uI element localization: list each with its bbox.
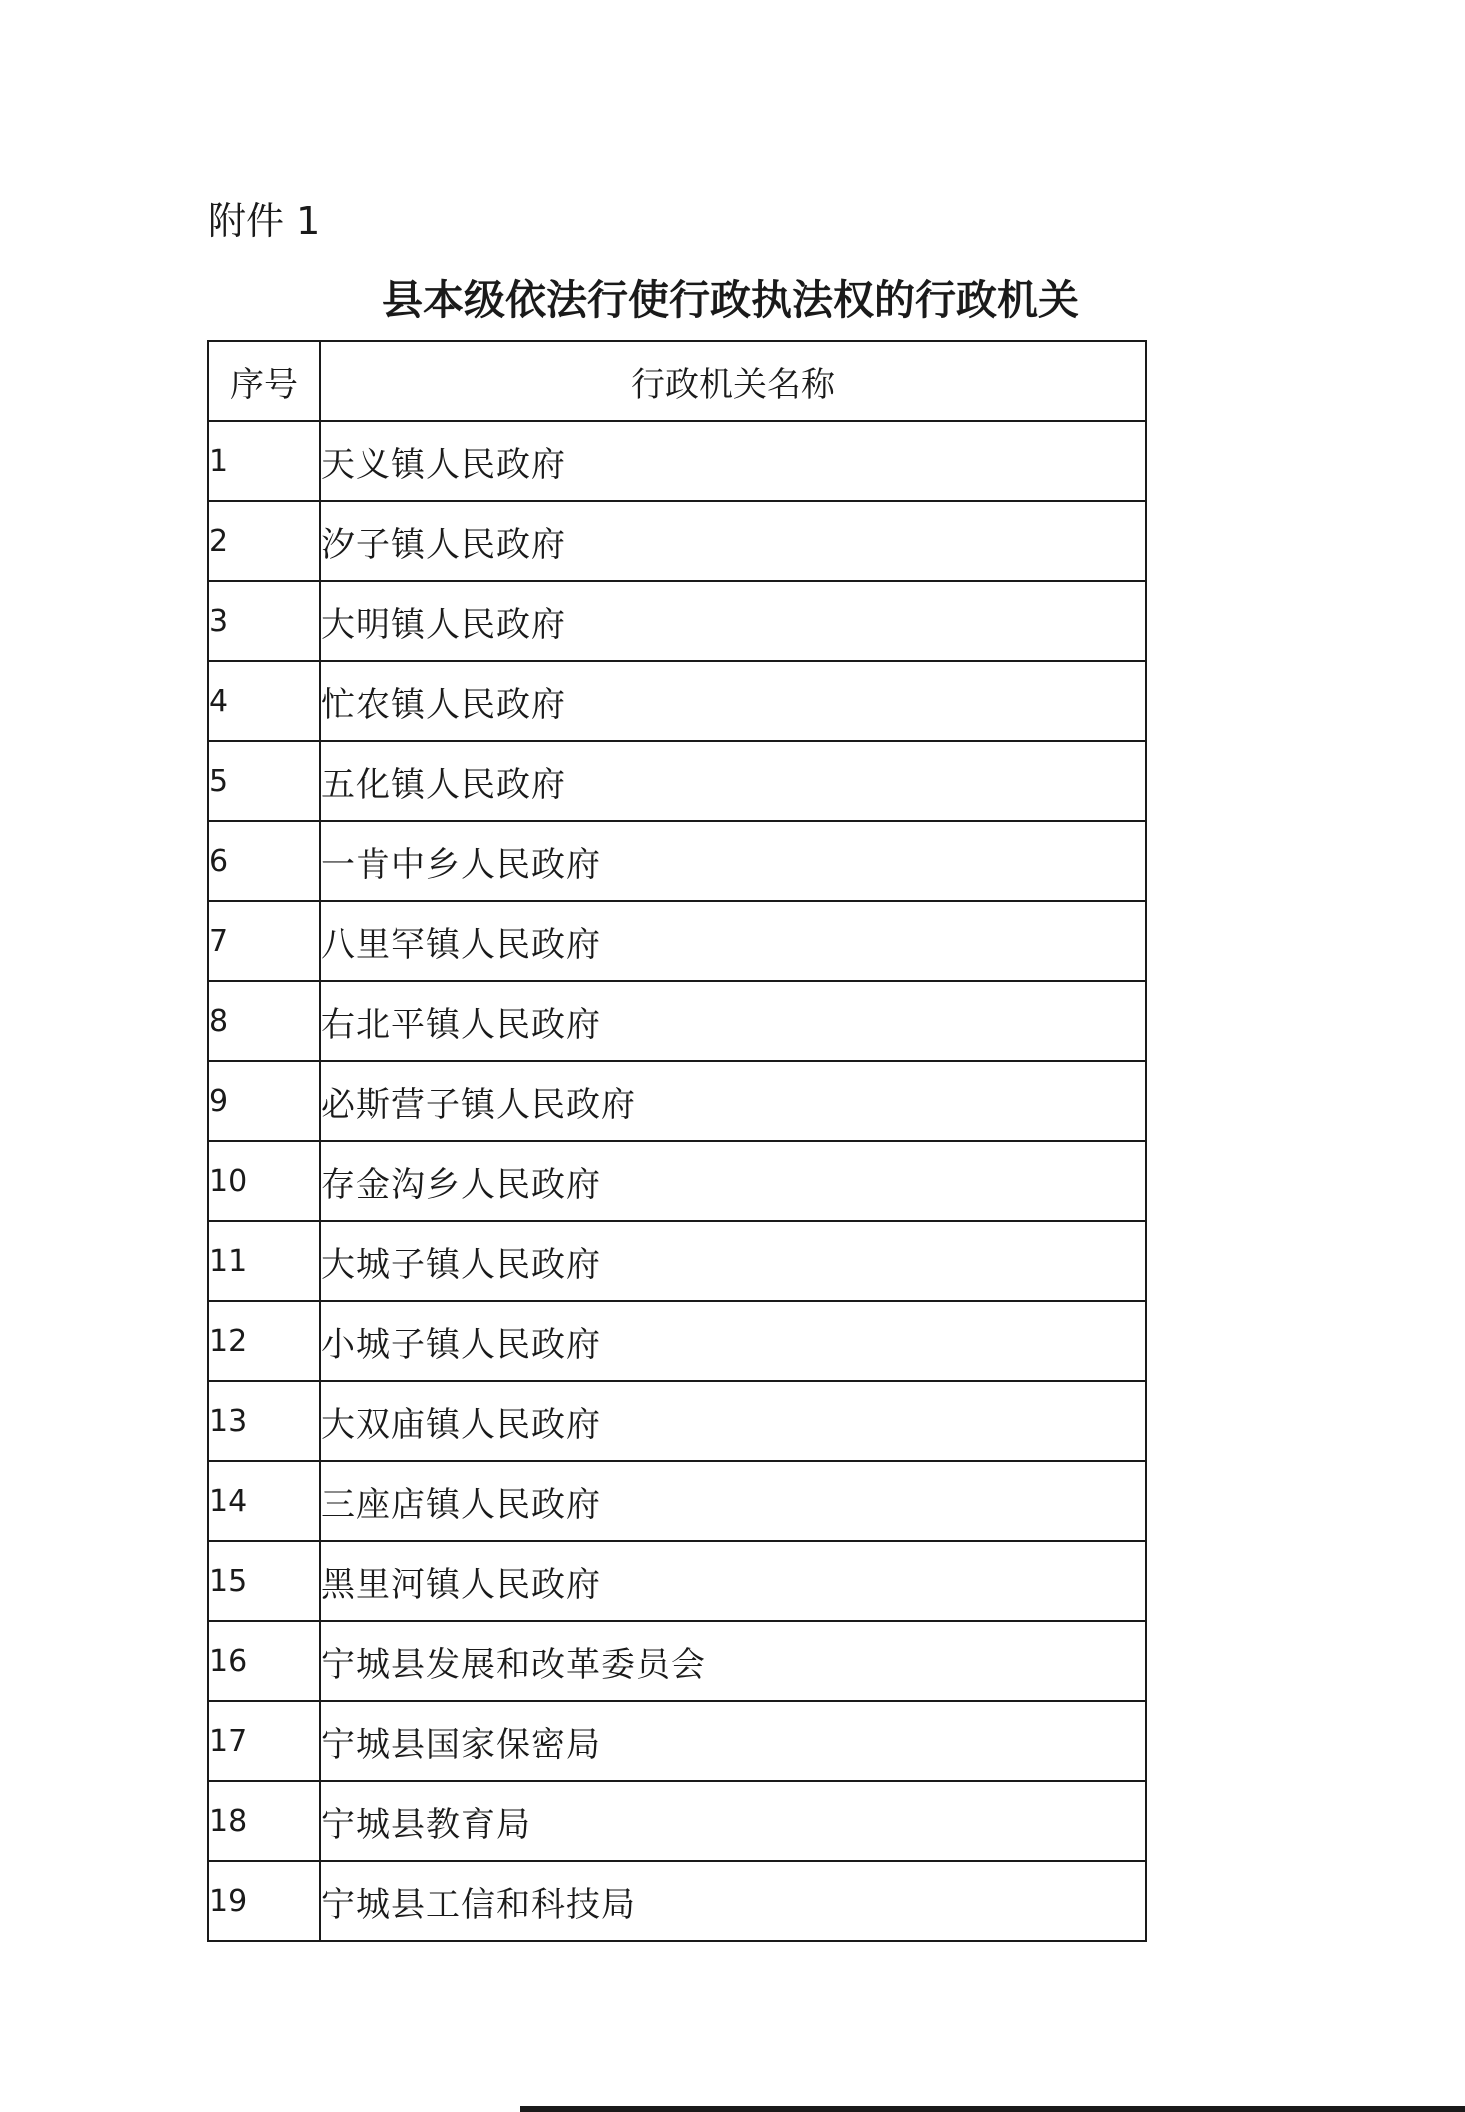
table-row — [208, 1301, 1146, 1381]
table-row — [208, 501, 1146, 581]
table-row — [208, 1221, 1146, 1301]
agency-name: 三座店镇人民政府 — [320, 1461, 1146, 1541]
scan-edge-divider — [520, 2106, 1465, 2112]
table-row — [208, 1461, 1146, 1541]
row-number: 12 — [208, 1301, 320, 1381]
row-number: 3 — [208, 581, 320, 661]
table-row — [208, 981, 1146, 1061]
row-number: 2 — [208, 501, 320, 581]
agency-name: 天义镇人民政府 — [320, 421, 1146, 501]
agency-name: 宁城县国家保密局 — [320, 1701, 1146, 1781]
table-row — [208, 821, 1146, 901]
table-row — [208, 1541, 1146, 1621]
document-title-text: 县本级依法行使行政执法权的行政机关 — [382, 276, 1079, 324]
agency-name: 宁城县教育局 — [320, 1781, 1146, 1861]
agency-name: 大双庙镇人民政府 — [320, 1381, 1146, 1461]
agency-name: 宁城县工信和科技局 — [320, 1861, 1146, 1941]
table-row — [208, 901, 1146, 981]
table-row — [208, 421, 1146, 501]
table-header-row — [208, 341, 1146, 421]
agency-name: 宁城县发展和改革委员会 — [320, 1621, 1146, 1701]
row-number: 14 — [208, 1461, 320, 1541]
agency-name: 大城子镇人民政府 — [320, 1221, 1146, 1301]
row-number: 15 — [208, 1541, 320, 1621]
row-number: 6 — [208, 821, 320, 901]
table-row — [208, 741, 1146, 821]
agency-name: 黑里河镇人民政府 — [320, 1541, 1146, 1621]
agency-name: 汐子镇人民政府 — [320, 501, 1146, 581]
table-row — [208, 1781, 1146, 1861]
agency-name: 五化镇人民政府 — [320, 741, 1146, 821]
table-row — [208, 1381, 1146, 1461]
row-number: 10 — [208, 1141, 320, 1221]
agency-name: 一肯中乡人民政府 — [320, 821, 1146, 901]
document-title — [0, 272, 1465, 328]
agency-name: 大明镇人民政府 — [320, 581, 1146, 661]
agency-name: 存金沟乡人民政府 — [320, 1141, 1146, 1221]
row-number: 11 — [208, 1221, 320, 1301]
agency-name: 必斯营子镇人民政府 — [320, 1061, 1146, 1141]
row-number: 17 — [208, 1701, 320, 1781]
agency-table — [207, 340, 1147, 1942]
row-number: 1 — [208, 421, 320, 501]
row-number: 9 — [208, 1061, 320, 1141]
agency-name: 忙农镇人民政府 — [320, 661, 1146, 741]
row-number: 7 — [208, 901, 320, 981]
agency-name: 八里罕镇人民政府 — [320, 901, 1146, 981]
table-row — [208, 1141, 1146, 1221]
row-number: 18 — [208, 1781, 320, 1861]
table-row — [208, 581, 1146, 661]
annex-label: 附件 1 — [208, 199, 321, 243]
row-number: 19 — [208, 1861, 320, 1941]
agency-name: 右北平镇人民政府 — [320, 981, 1146, 1061]
table-row — [208, 1621, 1146, 1701]
row-number: 8 — [208, 981, 320, 1061]
table-row — [208, 1701, 1146, 1781]
table-row — [208, 1861, 1146, 1941]
row-number: 4 — [208, 661, 320, 741]
table-row — [208, 1061, 1146, 1141]
header-serial-number: 序号 — [208, 341, 320, 421]
row-number: 5 — [208, 741, 320, 821]
agency-name: 小城子镇人民政府 — [320, 1301, 1146, 1381]
table-row — [208, 661, 1146, 741]
row-number: 13 — [208, 1381, 320, 1461]
header-agency-name: 行政机关名称 — [320, 341, 1146, 421]
row-number: 16 — [208, 1621, 320, 1701]
